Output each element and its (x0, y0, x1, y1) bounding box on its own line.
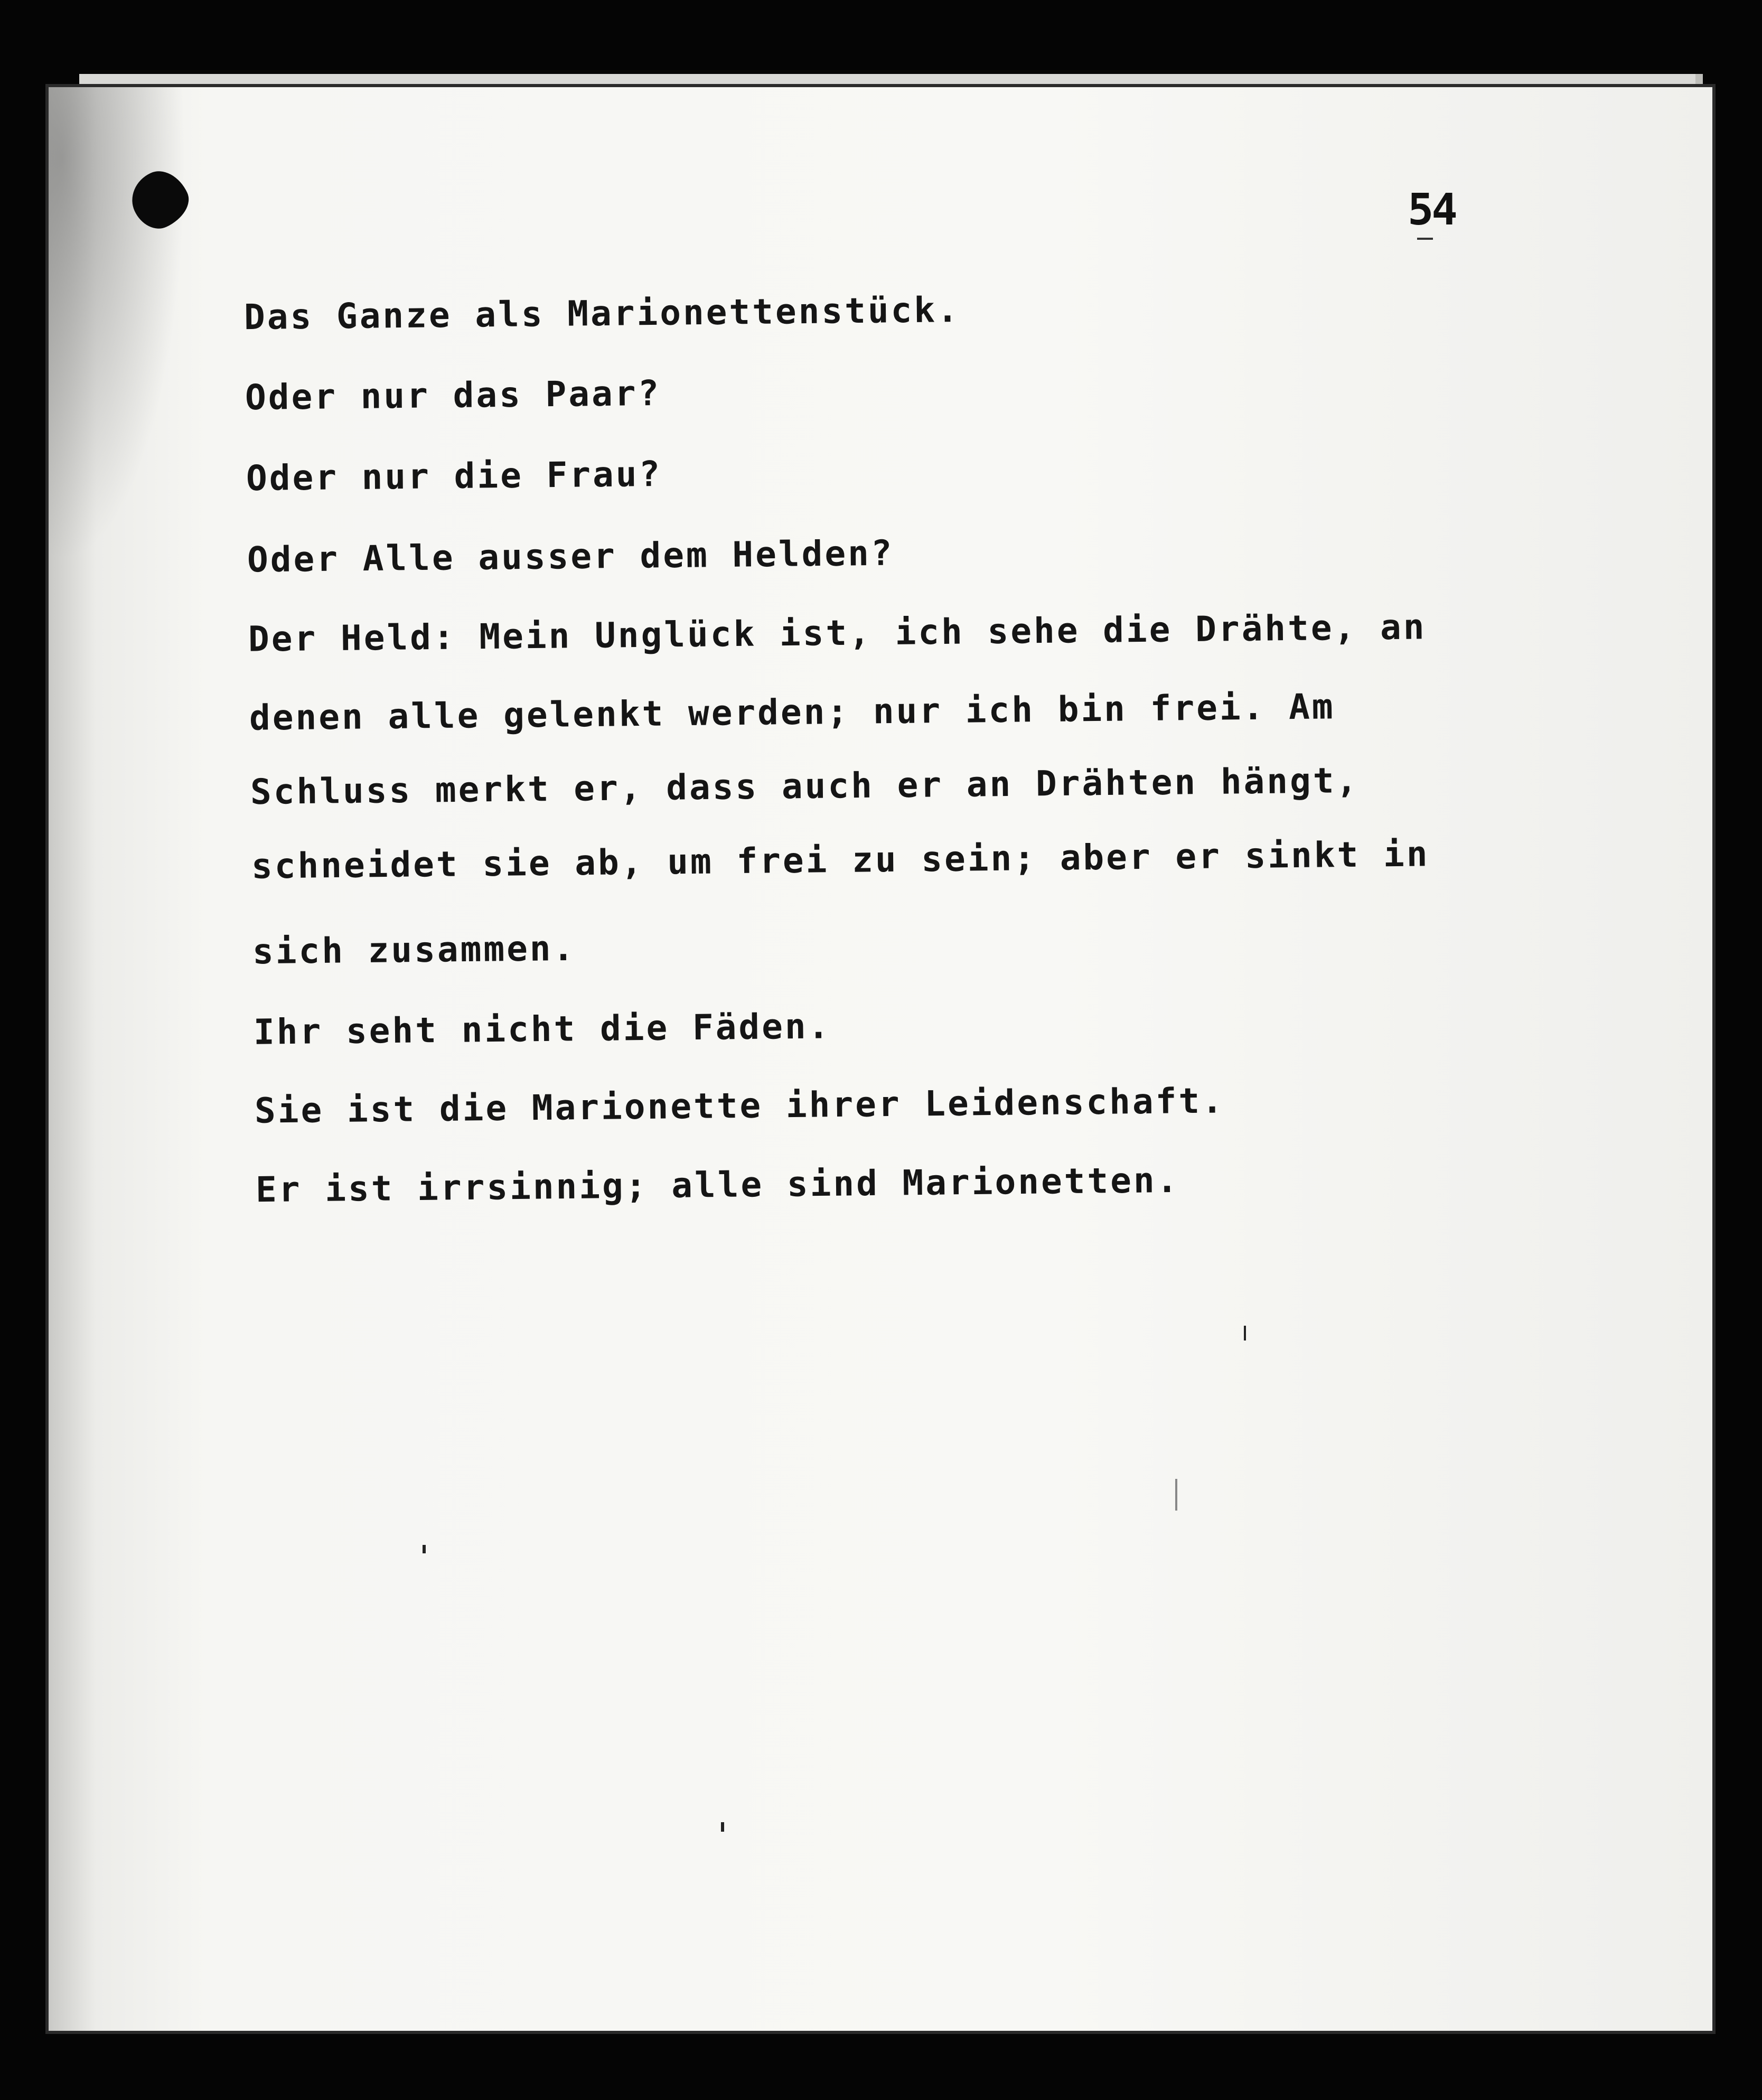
page-number: 54 (1408, 185, 1456, 235)
text-line-1: Das Ganze als Marionettenstück. (243, 289, 961, 338)
text-line-5: Der Held: Mein Unglück ist, ich sehe die Drähte, an (248, 606, 1427, 660)
text-line-6: denen alle gelenkt werden; nur ich bin frei. Am (249, 686, 1335, 738)
speck (721, 1822, 724, 1832)
text-line-4: Oder Alle ausser dem Helden? (247, 532, 894, 580)
speck (1244, 1326, 1246, 1340)
text-line-3: Oder nur die Frau? (246, 453, 662, 499)
text-line-11: Sie ist die Marionette ihrer Leidenschaft. (254, 1080, 1225, 1131)
speck (423, 1545, 426, 1553)
speck (1175, 1479, 1177, 1511)
text-line-8: schneidet sie ab, um frei zu sein; aber er sinkt in (251, 833, 1430, 887)
text-line-12: Er ist irrsinnig; alle sind Marionetten. (255, 1159, 1180, 1211)
text-line-7: Schluss merkt er, dass auch er an Drähten hängt, (250, 760, 1360, 812)
text-line-9: sich zusammen. (252, 927, 576, 972)
text-line-2: Oder nur das Paar? (245, 372, 661, 418)
text-line-10: Ihr seht nicht die Fäden. (253, 1006, 831, 1053)
